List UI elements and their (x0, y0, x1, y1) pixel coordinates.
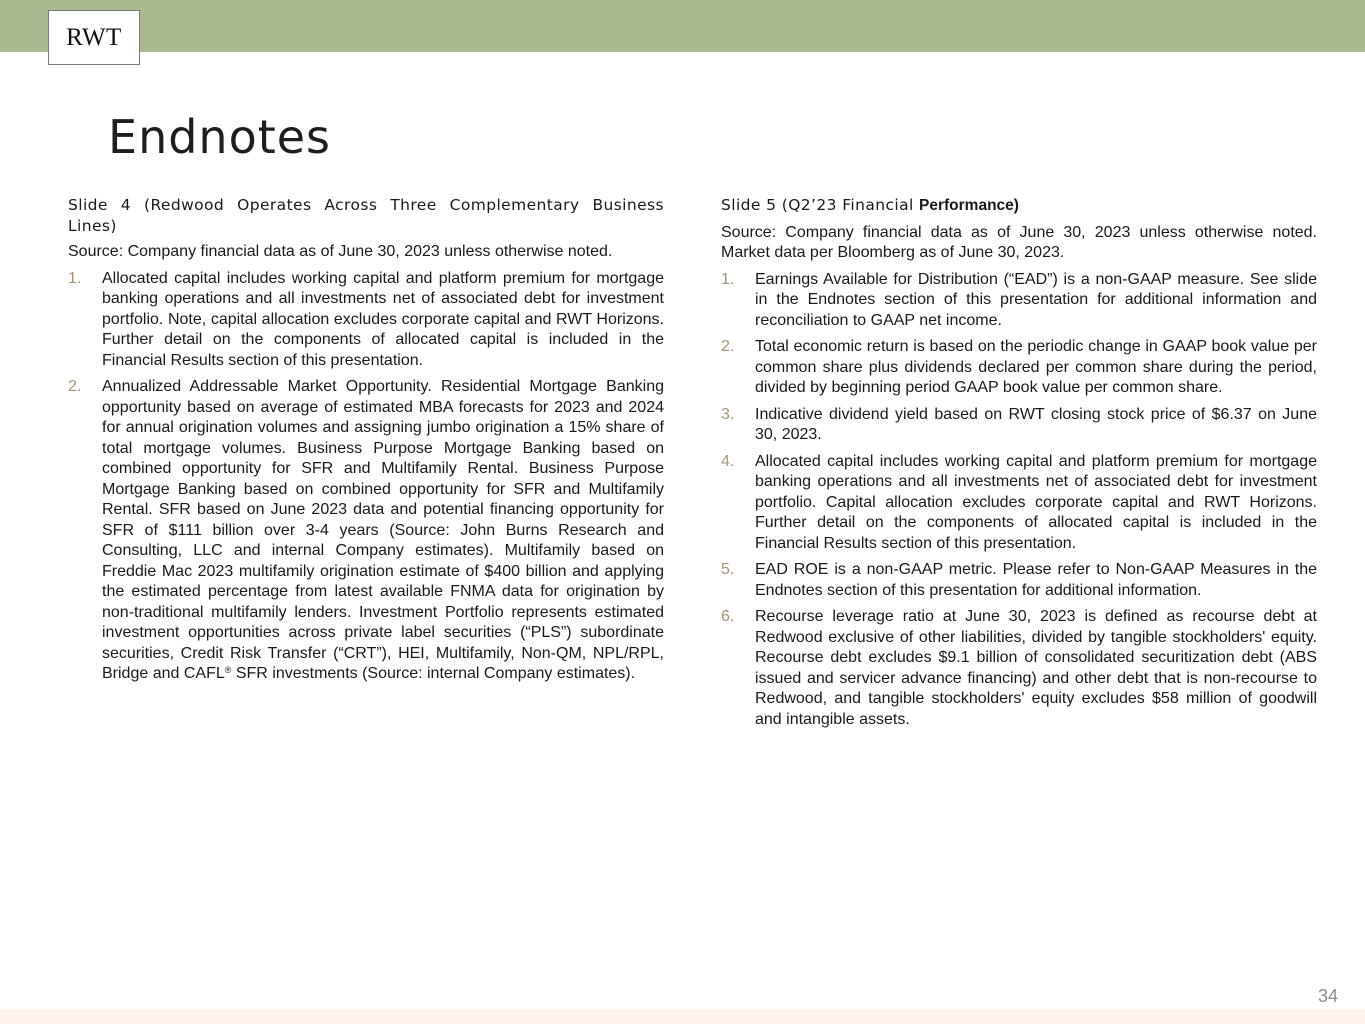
right-column (721, 195, 1317, 736)
slide-4-source: Source: Company financial data as of June 30, 2023 unless otherwise noted. (68, 243, 613, 260)
slide-5-heading-bold: Performance) (919, 197, 1019, 214)
endnote-number: 2. (68, 378, 82, 395)
endnote-item (68, 269, 664, 372)
endnote-text: Indicative dividend yield based on RWT closing stock price of $6.37 on June 30, 2023. (755, 405, 1317, 443)
endnote-number: 4. (721, 452, 735, 470)
left-column (68, 195, 664, 691)
endnote-text: Allocated capital includes working capital and platform premium for mortgage banking operations and all investments net of associated debt for investment portfolio. Capital allocation excludes corporate capital and RWT Horizons. Further detail on the components of allocated capital is included in the Financial Results section of this presentation. (755, 452, 1317, 552)
endnote-text: Total economic return is based on the periodic change in GAAP book value per common share plus dividends declared per common share during the period, divided by beginning period GAAP book value per common share. (755, 338, 1317, 396)
registered-mark: ® (224, 665, 232, 675)
endnote-item (721, 452, 1317, 555)
rwt-logo (48, 10, 140, 65)
footer-strip (0, 1009, 1365, 1024)
endnote-text: Allocated capital includes working capital and platform premium for mortgage banking operations and all investments net of associated debt for investment portfolio. Note, capital allocation excludes corporate capital and RWT Horizons. Further detail on the components of allocated capital is included in the Financial Results section of this presentation. (102, 269, 664, 369)
endnote-number: 1. (721, 270, 735, 288)
endnote-number: 6. (721, 608, 735, 625)
endnote-number: 5. (721, 561, 735, 578)
slide-4-heading: Slide 4 (Redwood Operates Across Three Complementary Business Lines) (68, 196, 664, 235)
endnote-number: 3. (721, 405, 735, 423)
endnote-number: 1. (68, 269, 82, 287)
endnote-item (721, 270, 1317, 332)
header-bar (0, 0, 1365, 52)
slide-5-source: Source: Company financial data as of June 30, 2023 unless otherwise noted. Market data per Bloomberg as of June 30, 2023. (721, 223, 1317, 261)
endnote-text: Recourse leverage ratio at June 30, 2023 is defined as recourse debt at Redwood exclusive of other liabilities, divided by tangible stockholders' equity. Recourse debt excludes $9.1 billion of consolidated securitization debt (ABS issued and servicer advance financing) and other debt that is non-recourse to Redwood, and tangible stockholders' equity excludes $58 million of goodwill and intangible assets. (755, 608, 1317, 728)
slide-4-notes (68, 269, 664, 685)
endnote-item (721, 337, 1317, 399)
endnote-item (68, 377, 664, 685)
logo-text: RWT (66, 23, 122, 51)
endnote-item (721, 607, 1317, 730)
slide-5-notes (721, 270, 1317, 731)
slide-5-heading (721, 195, 1317, 217)
endnote-number: 2. (721, 338, 735, 355)
endnote-text: Earnings Available for Distribution (“EAD”) is a non-GAAP measure. See slide in the Endnotes section of this presentation for additional information and reconciliation to GAAP net income. (755, 270, 1317, 329)
page-number: 34 (1317, 986, 1338, 1006)
slide-5-heading-plain: Slide 5 (Q2’23 Financial (721, 196, 920, 214)
endnote-text: Annualized Addressable Market Opportunity. Residential Mortgage Banking opportunity based on average of estimated MBA forecasts for 2023 and 2024 for annual origination volumes and assigning jumbo origination a 15% share of total mortgage volumes. Business Purpose Mortgage Banking based on combined opportunity for SFR and Multifamily Rental. Business Purpose Mortgage Banking based on combined opportunity for SFR and Multifamily Rental. SFR based on June 2023 data and potential financing opportunity for SFR of $111 billion over 3-4 years (Source: John Burns Research and Consulting, LLC and internal Company estimates). Multifamily based on Freddie Mac 2023 multifamily origination estimate of $400 billion and applying the estimated percentage from latest available FNMA data for origination by non-traditional multifamily lenders. Investment Portfolio represents estimated investment opportunities across private label securities (“PLS”) subordinate securities, Credit Risk Transfer (“CRT”), HEI, Multifamily, Non-QM, NPL/RPL, Bridge and CAFL (102, 378, 664, 682)
endnote-text: EAD ROE is a non-GAAP metric. Please refer to Non-GAAP Measures in the Endnotes section of this presentation for additional information. (755, 561, 1317, 599)
endnote-item (721, 405, 1317, 446)
endnote-text-tail: SFR investments (Source: internal Company estimates). (231, 665, 636, 682)
endnote-item (721, 560, 1317, 601)
page-title: Endnotes (108, 110, 332, 164)
